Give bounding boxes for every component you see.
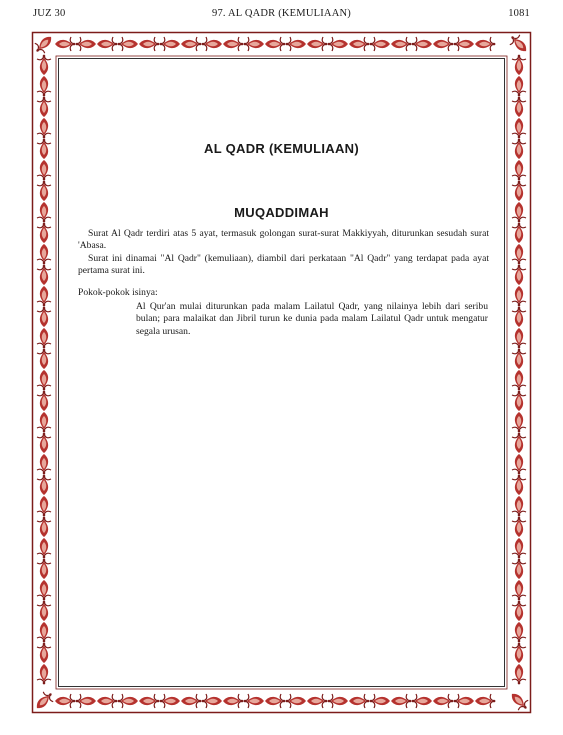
flower-ornament-icon	[286, 694, 306, 708]
flower-ornament-icon	[512, 643, 526, 663]
intro-paragraph: Surat Al Qadr terdiri atas 5 ayat, termasuk golongan surat-surat Makkiyyah, diturunkan sesudah surat 'Abasa.	[78, 228, 489, 252]
flower-ornament-icon	[507, 32, 531, 56]
flower-ornament-icon	[512, 622, 526, 642]
flower-ornament-icon	[512, 580, 526, 600]
flower-ornament-icon	[512, 76, 526, 96]
flower-ornament-icon	[97, 694, 117, 708]
flower-ornament-icon	[202, 37, 222, 51]
surah-running-title: 97. AL QADR (KEMULIAAN)	[212, 8, 351, 19]
flower-ornament-icon	[512, 97, 526, 117]
flower-ornament-icon	[512, 475, 526, 495]
flower-ornament-icon	[512, 664, 526, 684]
flower-ornament-icon	[37, 139, 51, 159]
flower-ornament-icon	[512, 202, 526, 222]
flower-ornament-icon	[512, 601, 526, 621]
flower-ornament-icon	[244, 694, 264, 708]
flower-ornament-icon	[512, 538, 526, 558]
flower-ornament-icon	[512, 496, 526, 516]
flower-ornament-icon	[139, 694, 159, 708]
flower-ornament-icon	[118, 694, 138, 708]
flower-ornament-icon	[349, 694, 369, 708]
flower-ornament-icon	[512, 223, 526, 243]
flower-ornament-icon	[37, 643, 51, 663]
flower-ornament-icon	[37, 202, 51, 222]
flower-ornament-icon	[37, 454, 51, 474]
flower-ornament-icon	[55, 694, 75, 708]
flower-ornament-icon	[37, 370, 51, 390]
flower-ornament-icon	[37, 538, 51, 558]
flower-ornament-icon	[512, 139, 526, 159]
flower-ornament-icon	[512, 55, 526, 75]
flower-ornament-icon	[265, 694, 285, 708]
flower-ornament-icon	[37, 328, 51, 348]
flower-ornament-icon	[202, 694, 222, 708]
flower-ornament-icon	[391, 37, 411, 51]
flower-ornament-icon	[512, 181, 526, 201]
surah-title: AL QADR (KEMULIAAN)	[204, 141, 359, 156]
flower-ornament-icon	[412, 694, 432, 708]
flower-ornament-icon	[37, 475, 51, 495]
flower-ornament-icon	[328, 694, 348, 708]
contents-label: Pokok-pokok isinya:	[78, 287, 158, 298]
flower-ornament-icon	[475, 37, 495, 51]
flower-ornament-icon	[244, 37, 264, 51]
juz-label: JUZ 30	[33, 8, 66, 19]
flower-ornament-icon	[328, 37, 348, 51]
flower-ornament-icon	[370, 37, 390, 51]
intro-paragraphs	[78, 228, 489, 278]
flower-ornament-icon	[412, 37, 432, 51]
flower-ornament-icon	[286, 37, 306, 51]
flower-ornament-icon	[307, 694, 327, 708]
content-area	[58, 58, 505, 687]
flower-ornament-icon	[349, 37, 369, 51]
page-number: 1081	[508, 8, 530, 19]
flower-ornament-icon	[370, 694, 390, 708]
flower-ornament-icon	[37, 664, 51, 684]
flower-ornament-icon	[37, 349, 51, 369]
contents-text: Al Qur'an mulai diturunkan pada malam Lailatul Qadr, yang nilainya lebih dari seribu bulan; para malaikat dan Jibril turun ke dunia pada malam Lailatul Qadr untuk mengatur segala urusan.	[136, 301, 488, 337]
flower-ornament-icon	[512, 244, 526, 264]
flower-ornament-icon	[32, 32, 56, 56]
flower-ornament-icon	[454, 694, 474, 708]
flower-ornament-icon	[37, 517, 51, 537]
flower-ornament-icon	[37, 160, 51, 180]
flower-ornament-icon	[37, 118, 51, 138]
flower-ornament-icon	[223, 694, 243, 708]
flower-ornament-icon	[37, 601, 51, 621]
flower-ornament-icon	[160, 37, 180, 51]
intro-paragraph: Surat ini dinamai "Al Qadr" (kemuliaan), diambil dari perkataan "Al Qadr" yang terdapat pada ayat pertama surat ini.	[78, 252, 489, 277]
flower-ornament-icon	[37, 97, 51, 117]
section-title: MUQADDIMAH	[234, 205, 329, 220]
flower-ornament-icon	[37, 76, 51, 96]
flower-ornament-icon	[512, 517, 526, 537]
flower-ornament-icon	[55, 37, 75, 51]
flower-ornament-icon	[512, 412, 526, 432]
flower-ornament-icon	[181, 37, 201, 51]
flower-ornament-icon	[37, 55, 51, 75]
flower-ornament-icon	[37, 559, 51, 579]
flower-ornament-icon	[181, 694, 201, 708]
flower-ornament-icon	[37, 265, 51, 285]
flower-ornament-icon	[512, 286, 526, 306]
flower-ornament-icon	[37, 496, 51, 516]
flower-ornament-icon	[160, 694, 180, 708]
decorative-frame	[31, 31, 532, 714]
flower-ornament-icon	[118, 37, 138, 51]
flower-ornament-icon	[433, 694, 453, 708]
flower-ornament-icon	[512, 559, 526, 579]
flower-ornament-icon	[37, 580, 51, 600]
flower-ornament-icon	[265, 37, 285, 51]
flower-ornament-icon	[512, 454, 526, 474]
flower-ornament-icon	[512, 328, 526, 348]
flower-ornament-icon	[223, 37, 243, 51]
flower-ornament-icon	[37, 391, 51, 411]
flower-ornament-icon	[512, 160, 526, 180]
flower-ornament-icon	[433, 37, 453, 51]
flower-ornament-icon	[37, 223, 51, 243]
flower-ornament-icon	[37, 622, 51, 642]
flower-ornament-icon	[37, 286, 51, 306]
flower-ornament-icon	[507, 689, 531, 713]
flower-ornament-icon	[512, 307, 526, 327]
flower-ornament-icon	[454, 37, 474, 51]
flower-ornament-icon	[512, 265, 526, 285]
flower-ornament-icon	[76, 37, 96, 51]
flower-ornament-icon	[139, 37, 159, 51]
flower-ornament-icon	[512, 118, 526, 138]
flower-ornament-icon	[37, 181, 51, 201]
flower-ornament-icon	[391, 694, 411, 708]
flower-ornament-icon	[475, 694, 495, 708]
flower-ornament-icon	[512, 391, 526, 411]
flower-ornament-icon	[307, 37, 327, 51]
flower-ornament-icon	[512, 349, 526, 369]
flower-ornament-icon	[76, 694, 96, 708]
flower-ornament-icon	[37, 412, 51, 432]
flower-ornament-icon	[37, 307, 51, 327]
flower-ornament-icon	[32, 689, 56, 713]
flower-ornament-icon	[512, 433, 526, 453]
flower-ornament-icon	[37, 433, 51, 453]
flower-ornament-icon	[97, 37, 117, 51]
flower-ornament-icon	[37, 244, 51, 264]
running-header	[33, 8, 530, 24]
flower-ornament-icon	[512, 370, 526, 390]
